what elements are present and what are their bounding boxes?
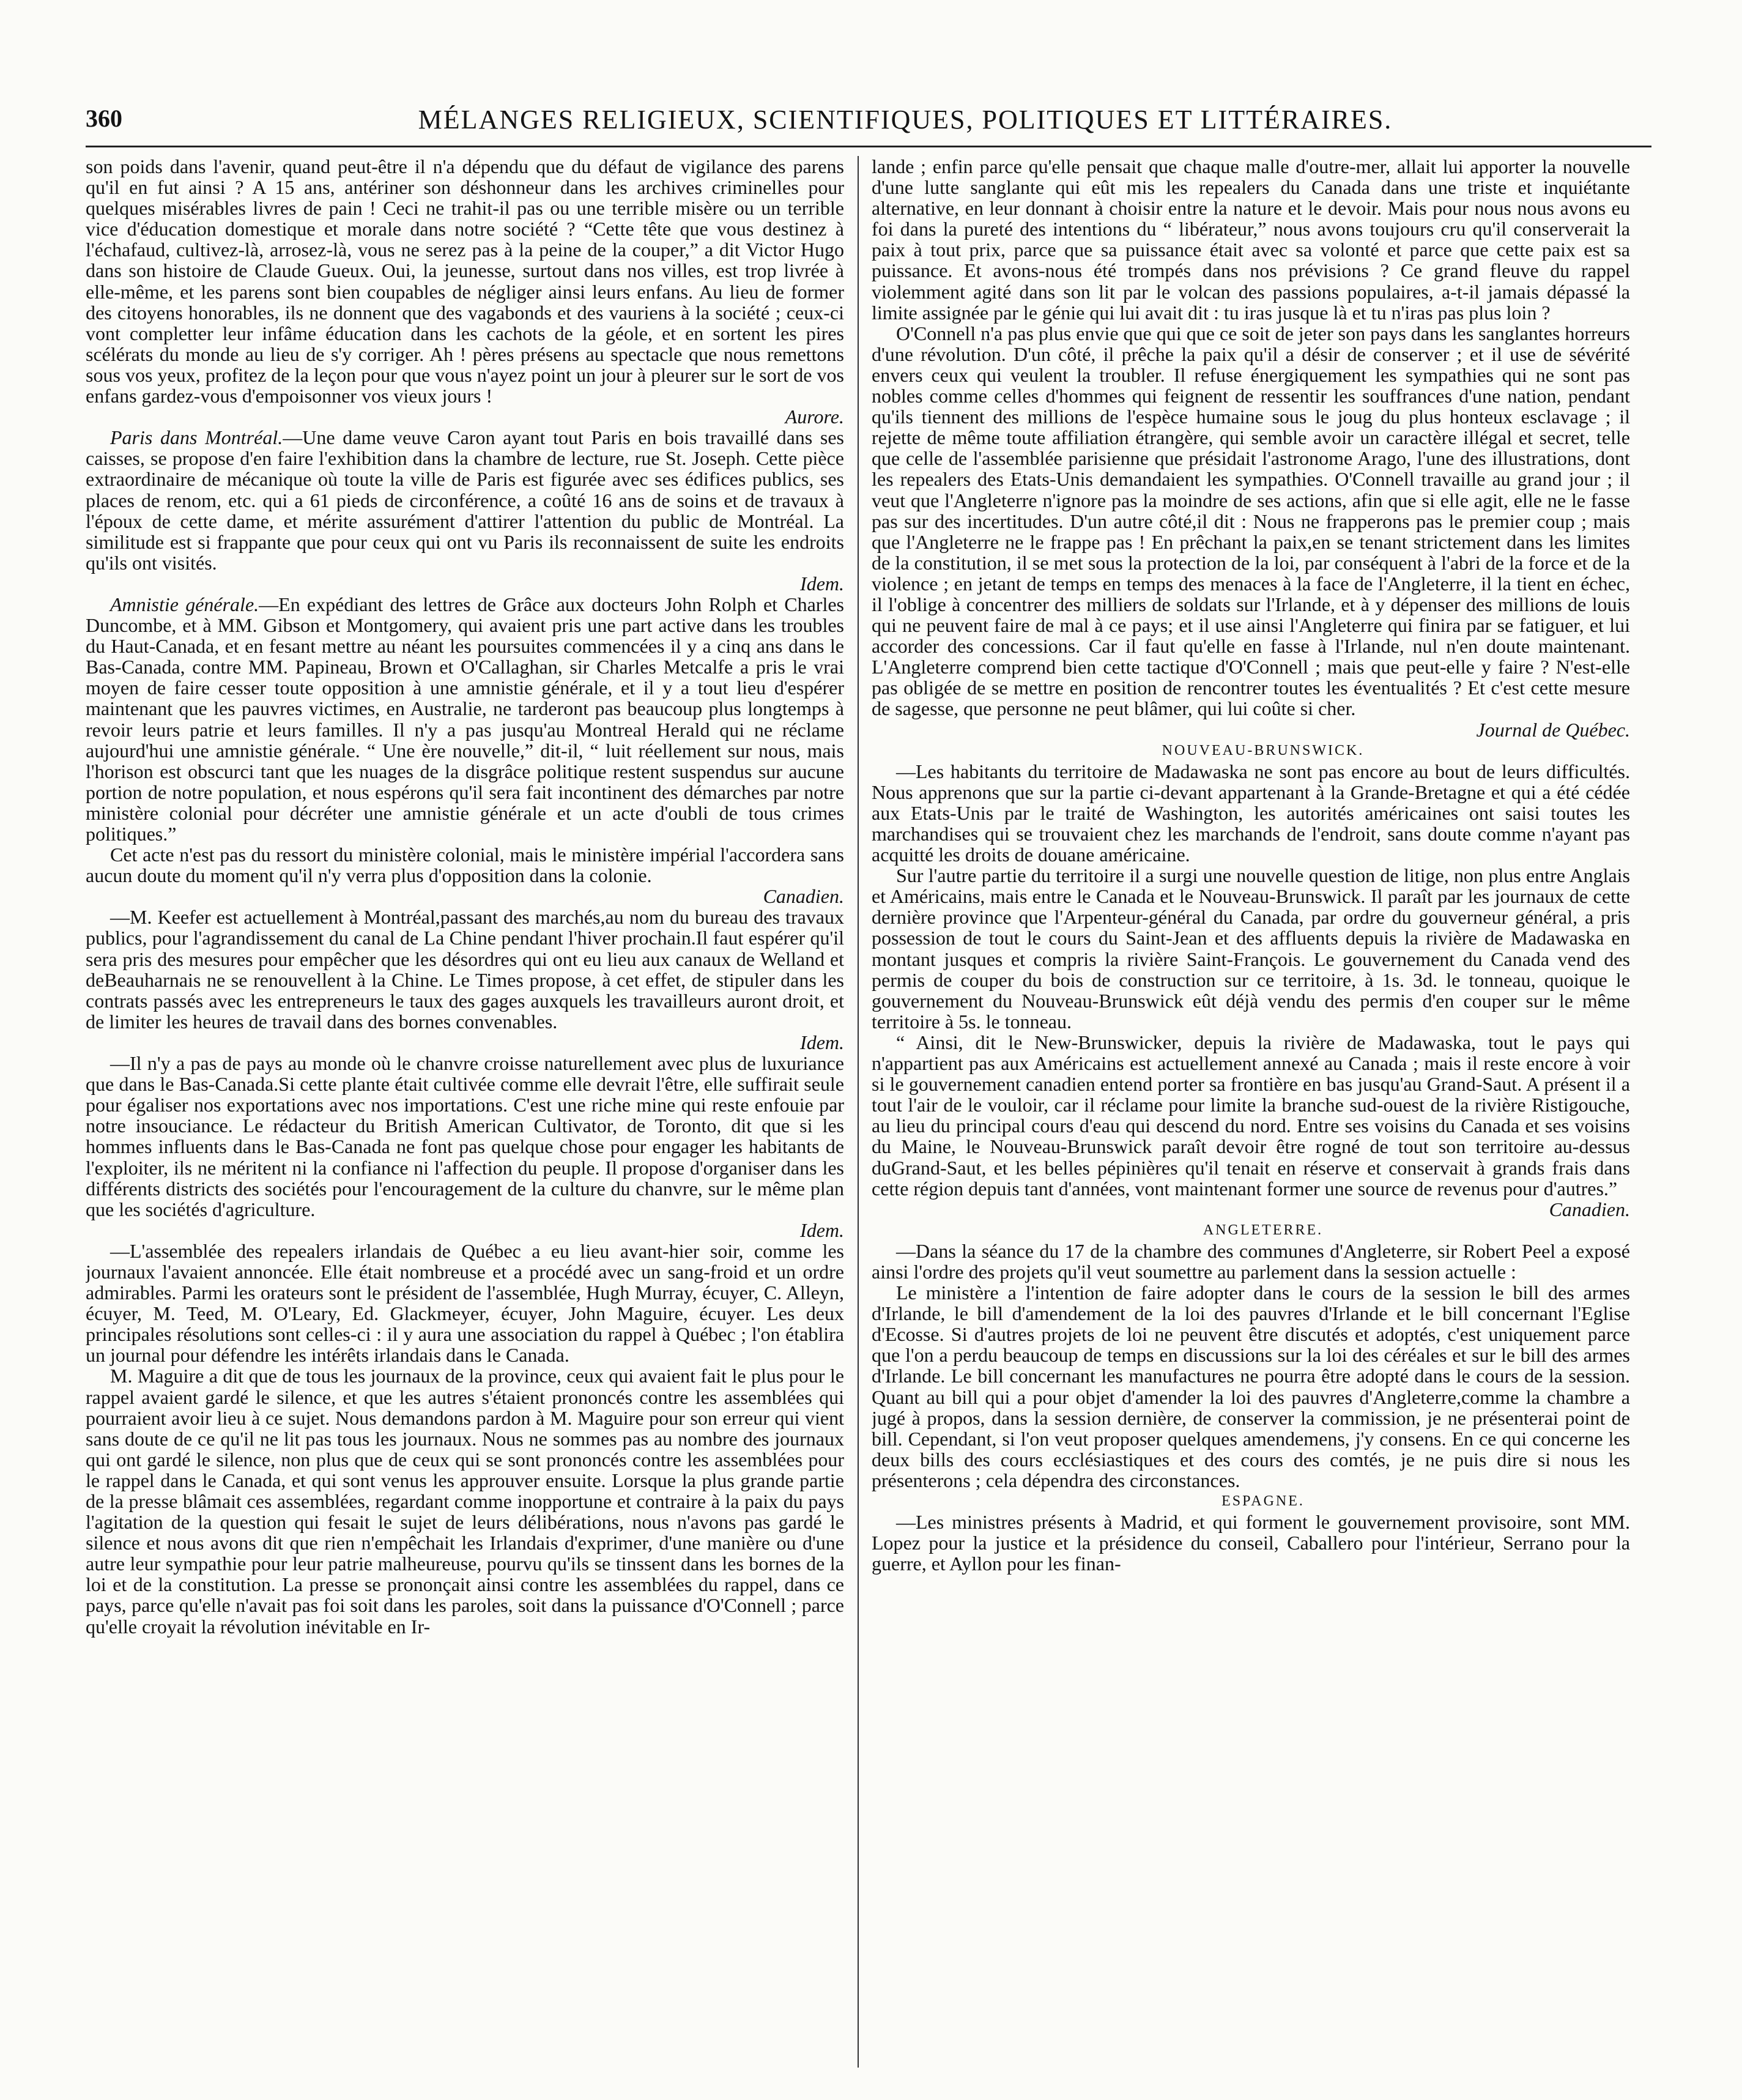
article-paragraph: “ Ainsi, dit le New-Brunswicker, depuis la rivière de Madawaska, tout le pays qui n'appartient pas aux Américains est actuellement annexé au Canada ; mais il reste encore à voir si le gouvernement canadien entend porter sa frontière en bas jusqu'au Grand-Saut. A présent il a tout l'air de le vouloir, car il réclame pour limite la branche sud-ouest de la rivière Ristigouche, au lieu du principal cours d'eau qui descend du nord. Entre ses voisins du Canada et ses voisins du Maine, le Nouveau-Brunswick paraît devoir être rogné de tout son territoire au-dessus duGrand-Saut, et les belles pépinières qu'il tenait en réserve et conservait à grands frais dans cette région depuis tant d'années, vont maintenant former une source de revenus pour d'autres.”: [872, 1031, 1630, 1200]
page-number: 360: [86, 105, 122, 132]
article-paragraph: Cet acte n'est pas du ressort du ministère colonial, mais le ministère impérial l'accordera sans aucun doute du moment qu'il n'y verra plus d'opposition dans la colonie.: [86, 844, 844, 887]
article-paragraph: —Les ministres présents à Madrid, et qui forment le gouvernement provisoire, sont MM. Lopez pour la justice et la présidence du conseil, Caballero pour l'intérieur, Serrano pour la guerre, et Ayllon pour les finan-: [872, 1511, 1630, 1575]
article-heading: Amnistie générale.: [110, 593, 259, 615]
article-paragraph: Sur l'autre partie du territoire il a surgi une nouvelle question de litige, non plus entre Anglais et Américains, mais entre le Canada et le Nouveau-Brunswick. Il paraît par les journaux de cette dernière province que l'Arpenteur-général du Canada, par ordre du gouverneur général, a pris possession de tout le cours du Saint-Jean et des affluents depuis la rivière de Madawaska en montant jusques et compris la rivière Saint-François. Le gouvernement du Canada vend des permis de couper du bois de construction sur ce territoire, à 1s. 3d. le tonneau, quoique le gouvernement du Nouveau-Brunswick eût déjà vendu des permis d'en couper sur le même territoire à 5s. le tonneau.: [872, 864, 1630, 1033]
article-paragraph: —Il n'y a pas de pays au monde où le chanvre croisse naturellement avec plus de luxuriance que dans le Bas-Canada.Si cette plante était cultivée comme elle devrait l'être, elle suffirait seule pour égaliser nos exportations avec nos importations. C'est une riche mine qui reste enfouie par notre insouciance. Le rédacteur du British American Cultivator, de Toronto, dit que si les hommes influents dans le Bas-Canada ne font pas quelque chose pour engager les habitants de l'exploiter, ils ne méritent ni la confiance ni l'affection du peuple. Il propose d'organiser dans les différents districts des sociétés pour l'encouragement de la culture du chanvre, sur le même plan que les sociétés d'agriculture.: [86, 1052, 844, 1220]
article-source: Idem.: [800, 1031, 844, 1053]
right-column: [872, 156, 1630, 2068]
section-heading: NOUVEAU-BRUNSWICK.: [1162, 742, 1365, 759]
article-source: Journal de Québec.: [1476, 718, 1630, 741]
section-heading: ANGLETERRE.: [1203, 1222, 1324, 1238]
column-divider: [858, 156, 859, 2068]
newspaper-page: [86, 92, 1651, 2074]
article-paragraph: lande ; enfin parce qu'elle pensait que chaque malle d'outre-mer, allait lui apporter la nouvelle d'une lutte sanglante qui eût mis les repealers du Canada dans une triste et inquiétante alternative, en leur donnant à choisir entre la nature et le devoir. Mais pour nous nous avons eu foi dans la pureté des intentions du “ libérateur,” nous avons toujours cru qu'il conserverait la paix à tout prix, parce que sa puissance était avec sa volonté et parce que cette paix est sa puissance. Et avons-nous été trompés dans nos prévisions ? Ce grand fleuve du rappel violemment agité dans son lit par le volcan des passions populaires, a-t-il jamais dépassé la limite assignée par le génie qui lui avait dit : tu iras jusque là et tu n'iras pas plus loin ?: [872, 156, 1630, 324]
article-paragraph: M. Maguire a dit que de tous les journaux de la province, ceux qui avaient fait le plus pour le rappel avaient gardé le silence, et que les autres s'étaient prononcés contre les assemblées qui pourraient avoir lieu à ce sujet. Nous demandons pardon à M. Maguire pour son erreur qui vient sans doute de ce qu'il ne lit pas tous les journaux. Nous ne sommes pas au nombre des journaux qui ont gardé le silence, non plus que de ceux qui se sont prononcés contre les assemblées pour le rappel dans le Canada, et qui sont venus les approuver ensuite. Lorsque la plus grande partie de la presse blâmait ces assemblées, regardant comme inopportune et contraire à la paix du pays l'agitation de la question qui fesait le sujet de leurs délibérations, nous n'avons pas gardé le silence et nous avons dit que rien n'empêchait les Irlandais d'exprimer, d'une manière ou d'une autre leur sympathie pour leur patrie malheureuse, pourvu qu'ils se tinssent dans les bornes de la loi et de la constitution. La presse se prononçait ainsi contre les assemblées du rappel, dans ce pays, parce qu'elle n'avait pas foi soit dans les paroles, soit dans la puissance d'O'Connell ; parce qu'elle croyait la révolution inévitable en Ir-: [86, 1365, 844, 1638]
article-paragraph: —M. Keefer est actuellement à Montréal,passant des marchés,au nom du bureau des travaux publics, pour l'agrandissement du canal de La Chine pendant l'hiver prochain.Il faut espérer qu'il sera pris des mesures pour empêcher que les désordres qui ont eu lieu aux canaux de Welland et deBeauharnais ne se renouvellent à la Chine. Le Times propose, à cet effet, de stipuler dans les contrats passés avec les entrepreneurs le taux des gages auxquels les travailleurs auront droit, et de limiter les heures de travail dans des bornes convenables.: [86, 906, 844, 1033]
header-rule: [86, 146, 1651, 147]
article-paragraph: son poids dans l'avenir, quand peut-être il n'a dépendu que du défaut de vigilance des parens qu'il en fut ainsi ? A 15 ans, antériner son déshonneur dans les archives criminelles pour quelques misérables livres de pain ! Ceci ne trahit-il pas ou une terrible misère ou un terrible vice d'éducation domestique et morale dans notre société ? “Cette tête que vous destinez à l'échafaud, cultivez-là, arrosez-là, vous ne serez pas à la peine de la couper,” a dit Victor Hugo dans son histoire de Claude Gueux. Oui, la jeunesse, surtout dans nos villes, est trop livrée à elle-même, et les parens sont bien coupables de négliger ainsi leurs enfans. Au lieu de former des citoyens honorables, ils ne donnent que des vagabonds et des vauriens à la société ; ceux-ci vont completter leur infâme éducation dans les cachots de la géole, et en sortent les pires scélérats du monde au lieu de s'y corriger. Ah ! pères présens au spectacle que nous remettons sous vos yeux, profitez de la leçon pour que vous n'ayez point un jour à pleurer sur le sort de vos enfans gardez-vous d'empoisonner vos vieux jours !: [86, 156, 844, 407]
article-paragraph: —L'assemblée des repealers irlandais de Québec a eu lieu avant-hier soir, comme les journaux l'avaient annoncée. Elle était nombreuse et a procédé avec un sang-froid et un ordre admirables. Parmi les orateurs sont le président de l'assemblée, Hugh Murray, écuyer, C. Alleyn, écuyer, M. Teed, M. O'Leary, Ed. Glackmeyer, écuyer, John Maguire, écuyer. Les deux principales résolutions sont celles-ci : il y aura une association du rappel à Québec ; l'on établira un journal pour défendre les intérêts irlandais dans le Canada.: [86, 1239, 844, 1367]
article-source: Idem.: [800, 1219, 844, 1241]
article-source: Aurore.: [785, 406, 844, 428]
article-source: Idem.: [800, 572, 844, 595]
article-paragraph: —Les habitants du territoire de Madawaska ne sont pas encore au bout de leurs difficultés. Nous apprenons que sur la partie ci-devant appartenant à la Grande-Bretagne et qui a été cédée aux Etats-Unis par le traité de Washington, les autorités américaines ont saisi toutes les marchandises qui se trouvaient chez les marchands de l'endroit, sans doute comme n'ayant pas acquitté les droits de douane américaine.: [872, 760, 1630, 866]
article-paragraph: O'Connell n'a pas plus envie que qui que ce soit de jeter son pays dans les sanglantes horreurs d'une révolution. D'un côté, il prêche la paix qu'il a désir de conserver ; et il use de sévérité envers ceux qui veulent la troubler. Il refuse énergiquement les sympathies qui ne sont pas nobles comme celles d'hommes qui feignent de ressentir les souffrances d'une nation, pendant qu'ils tiennent des millions de l'espèce humaine sous le joug du plus honteux esclavage ; il rejette de même toute affiliation étrangère, qui semble avoir un caractère illégal et secret, telle que celle de l'assemblée parisienne que présidait l'astronome Arago, l'une des illustrations, dont les repealers des Etats-Unis demandaient les sympathies. O'Connell travaille au grand jour ; il veut que l'Angleterre n'ignore pas la moindre de ses actions, afin que si elle agit, elle ne le fasse pas sur des incertitudes. D'un autre côté,il dit : Nous ne frapperons pas le premier coup ; mais que l'Angleterre ne le frappe pas ! En prêchant la paix,en se tenant strictement dans les limites de la constitution, il se met sous la protection de la loi, par conséquent à l'abri de la force et de la violence ; en jetant de temps en temps des menaces à la face de l'Angleterre, il la tient en échec, il l'oblige à concentrer des milliers de soldats sur l'Irlande, et à y dépenser des millions de louis qui ne peuvent faire de mal à ce pays; et il use ainsi l'Angleterre qui finira par se fatiguer, et lui accorder des concessions. Car il faut qu'elle en fasse à l'Irlande, nul n'en doute maintenant. L'Angleterre comprend bien cette tactique d'O'Connell ; mais que peut-elle y faire ? N'est-elle pas obligée de se mettre en position de rencontrer toutes les éventualités ? Et c'est cette mesure de sagesse, que personne ne peut blâmer, qui lui coûte si cher.: [872, 322, 1630, 720]
article-heading: Paris dans Montréal.: [110, 426, 283, 449]
page-header: [86, 104, 1651, 147]
section-heading: ESPAGNE.: [1221, 1493, 1305, 1509]
article-source: Canadien.: [1549, 1198, 1630, 1220]
article-paragraph: Amnistie générale.—En expédiant des lettres de Grâce aux docteurs John Rolph et Charles Duncombe, et à MM. Gibson et Montgomery, qui avaient pris une part active dans les troubles du Haut-Canada, et en fesant mettre au néant les poursuites commencées il y a cinq ans dans le Bas-Canada, contre MM. Papineau, Brown et O'Callaghan, sir Charles Metcalfe a pris le vrai moyen de faire cesser toute opposition à une amnistie générale, et il y a tout lieu d'espérer maintenant que les pauvres victimes, en Australie, ne tarderont pas beaucoup plus longtemps à revoir leurs patrie et leurs familles. Il n'y a pas jusqu'au Montreal Herald qui ne réclame aujourd'hui une amnistie générale. “ Une ère nouvelle,” dit-il, “ luit réellement sur nous, mais l'horison est obscurci tant que les nuages de la disgrâce politique restent suspendus sur aucune portion de notre population, et nous espérons qu'il sera fait incontinent des démarches par notre ministère colonial pour décréter une amnistie générale et un acte d'oubli de tous crimes politiques.”: [86, 593, 844, 845]
running-title: MÉLANGES RELIGIEUX, SCIENTIFIQUES, POLITIQUES ET LITTÉRAIRES.: [418, 105, 1393, 135]
left-column: [86, 156, 844, 2068]
article-paragraph: Le ministère a l'intention de faire adopter dans le cours de la session le bill des armes d'Irlande, le bill d'amendement de la loi des pauvres d'Irlande et le bill concernant l'Eglise d'Ecosse. Si d'autres projets de loi ne peuvent être discutés et adoptés, c'est uniquement parce que l'on a perdu beaucoup de temps en discussions sur la loi des céréales et sur le bill des armes d'Irlande. Le bill concernant les manufactures ne pourra être adopté dans le cours de la session. Quant au bill qui a pour objet d'amender la loi des pauvres d'Angleterre,comme la chambre a jugé à propos, dans la session dernière, de conserver la commission, je ne présenterai point de bill. Cependant, si l'on veut proposer quelques amendemens, j'y consens. En ce qui concerne les deux bills des cours ecclésiastiques et des cours des comtés, je ne puis dire si nous les présenterons ; cela dépendra des circonstances.: [872, 1282, 1630, 1491]
article-source: Canadien.: [763, 885, 844, 908]
article-paragraph: —Dans la séance du 17 de la chambre des communes d'Angleterre, sir Robert Peel a exposé ainsi l'ordre des projets qu'il veut soumettre au parlement dans la session actuelle :: [872, 1239, 1630, 1283]
article-paragraph: Paris dans Montréal.—Une dame veuve Caron ayant tout Paris en bois travaillé dans ses caisses, se propose d'en faire l'exhibition dans la chambre de lecture, rue St. Joseph. Cette pièce extraordinaire de mécanique où toute la ville de Paris est figurée avec ses édifices publics, ses places de renom, etc. qui a 61 pieds de circonférence, a coûté 16 ans de soins et de travaux à l'époux de cette dame, et mérite assurément d'attirer l'attention du public de Montréal. La similitude est si frappante que pour ceux qui ont vu Paris ils reconnaissent de suite les endroits qu'ils ont visités.: [86, 426, 844, 574]
